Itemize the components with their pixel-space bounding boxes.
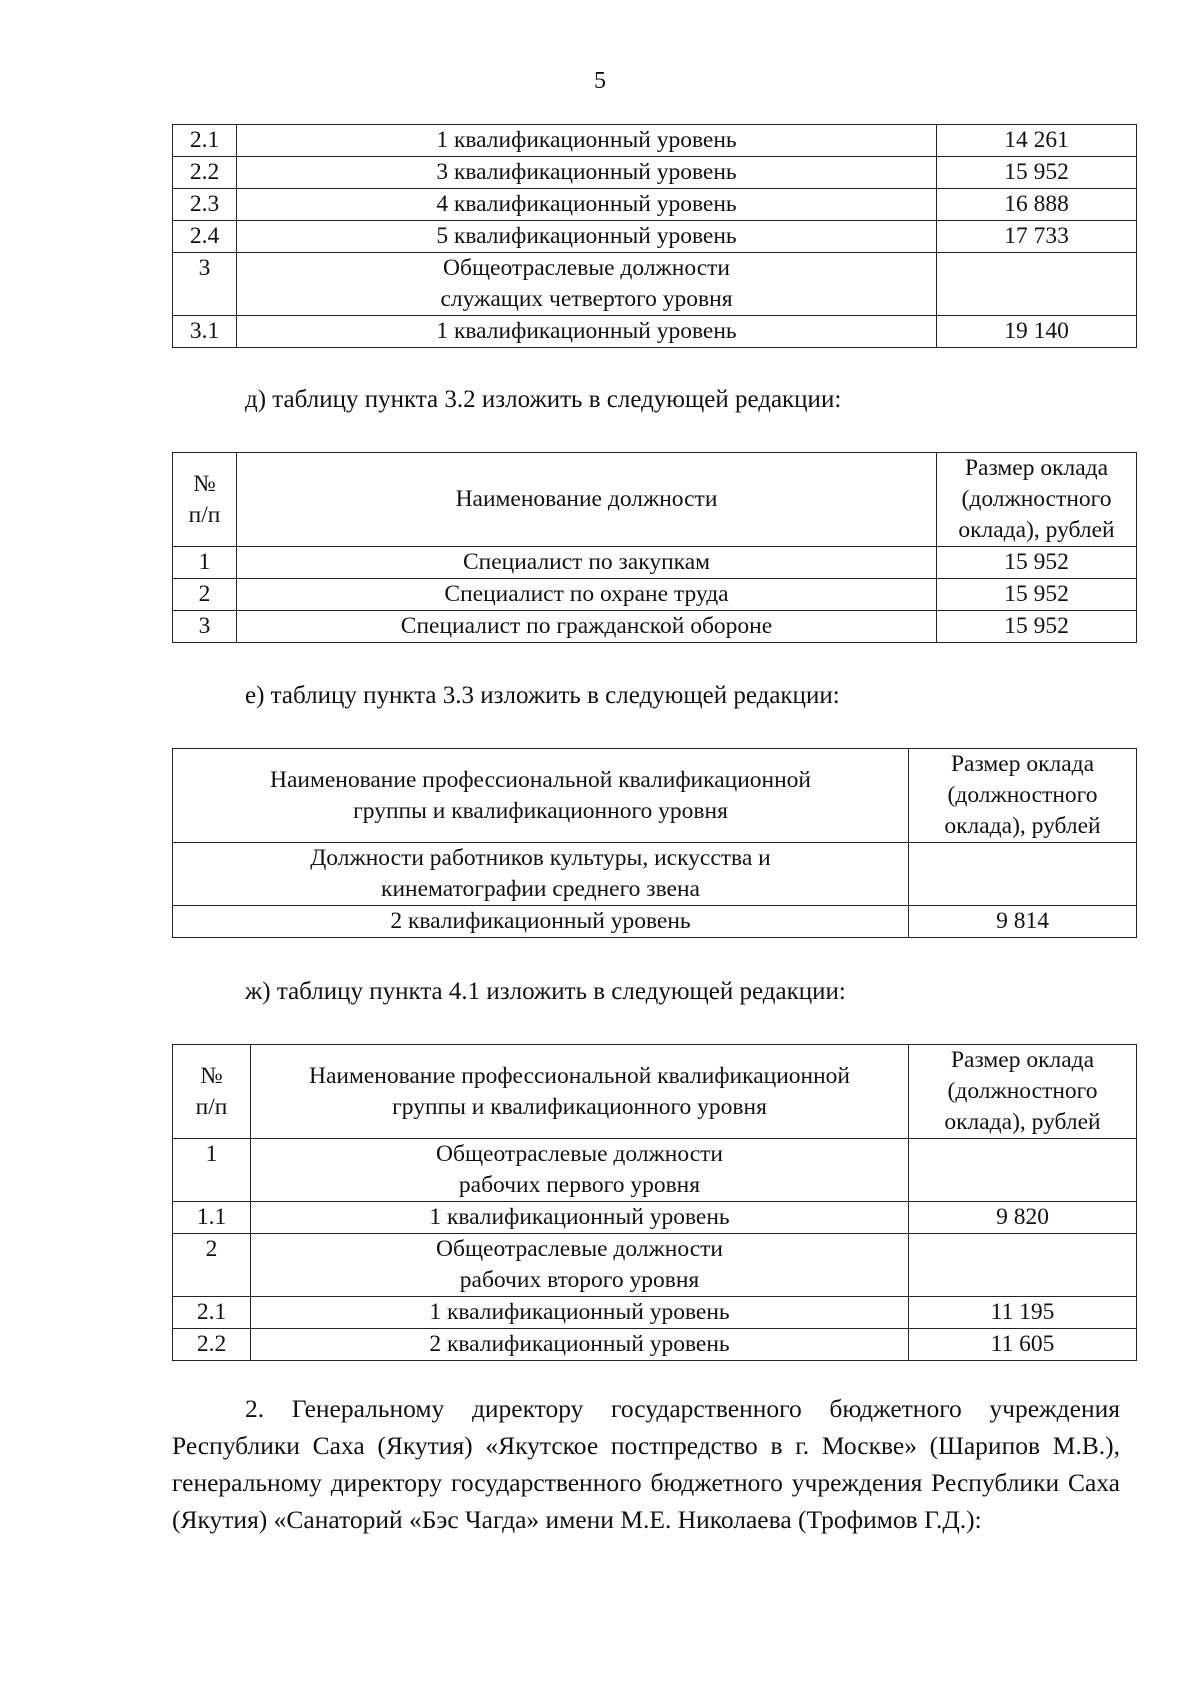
table-row [173,906,1137,938]
cell-salary: 11 195 [909,1297,1137,1329]
header-salary [937,453,1137,547]
table-row [173,1139,1137,1202]
cell-num: 1.1 [173,1202,251,1234]
cell-salary: 15 952 [937,547,1137,579]
table-row [173,253,1137,316]
header-name-line: Наименование профессиональной квалификационной [308,1062,851,1089]
cell-name: 4 квалификационный уровень [237,189,937,221]
cell-name [173,843,909,906]
cell-name: Специалист по гражданской обороне [237,611,937,643]
cell-salary: 16 888 [937,189,1137,221]
paragraph-zh: ж) таблицу пункта 4.1 изложить в следующей редакции: [245,978,846,1005]
cell-num: 3 [173,611,237,643]
header-name [173,749,909,843]
cell-salary [909,1139,1137,1202]
header-num-line: п/п [195,1093,228,1120]
cell-num: 2.2 [173,1329,251,1361]
cell-name-line: кинематографии среднего звена [381,876,700,902]
table-top-continuation [172,124,1137,348]
final-paragraph: 2. Генеральному директору государственного бюджетного учреждения Республики Саха (Якутия) «Якутское постпредство в г. Москве» (Шарипов М.В.), генеральному директору государственного бюджетного учреждения Республики Саха (Якутия) «Санаторий «Бэс Чагда» имени М.Е. Николаева (Трофимов Г.Д.): [172,1394,1120,1534]
cell-salary [937,253,1137,316]
cell-name-line: Должности работников культуры, искусства и [310,845,771,871]
cell-name: 5 квалификационный уровень [237,221,937,253]
header-num-line: № [200,1062,223,1089]
header-name-line: Наименование профессиональной квалификационной [269,766,812,793]
cell-num: 1 [173,1139,251,1202]
table-row [173,1329,1137,1361]
table-row [173,579,1137,611]
cell-salary: 17 733 [937,221,1137,253]
table-row [173,1234,1137,1297]
table-d [172,452,1137,643]
table-e [172,748,1137,938]
cell-name [237,253,937,316]
cell-name: 3 квалификационный уровень [237,157,937,189]
cell-name: 1 квалификационный уровень [237,125,937,157]
table-row [173,1297,1137,1329]
table-header-row [173,749,1137,843]
header-name-line: группы и квалификационного уровня [392,1093,767,1120]
cell-salary: 15 952 [937,611,1137,643]
header-num-line: п/п [188,501,221,528]
table-row [173,611,1137,643]
table-row [173,125,1137,157]
cell-num: 2 [173,1234,251,1297]
cell-num: 2.4 [173,221,237,253]
cell-name-line: Общеотраслевые должности [436,1236,723,1262]
header-salary-line: оклада), рублей [958,517,1115,543]
cell-name: 2 квалификационный уровень [251,1329,909,1361]
table-row [173,189,1137,221]
cell-name [251,1139,909,1202]
cell-salary [909,1234,1137,1297]
header-name [251,1045,909,1139]
cell-name-line: Общеотраслевые должности [443,255,730,281]
cell-num: 1 [173,547,237,579]
table-row [173,157,1137,189]
cell-name: 1 квалификационный уровень [251,1202,909,1234]
table-row [173,1202,1137,1234]
cell-salary: 9 820 [909,1202,1137,1234]
header-salary-line: (должностного [947,782,1098,808]
cell-num: 3 [173,253,237,316]
cell-num: 2.3 [173,189,237,221]
header-salary-line: (должностного [947,1078,1098,1104]
table-row [173,221,1137,253]
cell-salary: 15 952 [937,579,1137,611]
header-salary-line: Размер оклада [950,1047,1095,1073]
cell-salary [909,843,1137,906]
cell-name-line: рабочих первого уровня [458,1172,701,1198]
header-salary-line: Размер оклада [964,455,1109,481]
table-row [173,843,1137,906]
paragraph-d: д) таблицу пункта 3.2 изложить в следующей редакции: [245,386,842,413]
header-num-line: № [193,470,216,497]
cell-num: 2.1 [173,125,237,157]
header-num [173,1045,251,1139]
header-name-line: группы и квалификационного уровня [353,797,728,824]
cell-num: 3.1 [173,316,237,348]
page-number: 5 [594,68,606,94]
header-salary-line: Размер оклада [950,751,1095,777]
cell-num: 2.2 [173,157,237,189]
cell-name-line: Общеотраслевые должности [436,1141,723,1167]
header-salary-line: оклада), рублей [944,1109,1101,1135]
table-header-row [173,1045,1137,1139]
cell-salary: 15 952 [937,157,1137,189]
cell-num: 2 [173,579,237,611]
paragraph-e: е) таблицу пункта 3.3 изложить в следующей редакции: [245,682,840,709]
table-row [173,547,1137,579]
table-header-row [173,453,1137,547]
cell-name: 1 квалификационный уровень [237,316,937,348]
header-salary [909,1045,1137,1139]
cell-name: 2 квалификационный уровень [173,906,909,938]
cell-name: Специалист по охране труда [237,579,937,611]
cell-num: 2.1 [173,1297,251,1329]
header-salary [909,749,1137,843]
header-num [173,453,237,547]
table-row [173,316,1137,348]
cell-name: Специалист по закупкам [237,547,937,579]
cell-salary: 11 605 [909,1329,1137,1361]
cell-salary: 14 261 [937,125,1137,157]
header-salary-line: (должностного [961,486,1112,512]
cell-name-line: рабочих второго уровня [459,1267,700,1293]
header-name: Наименование должности [237,453,937,547]
table-zh [172,1044,1137,1361]
cell-name: 1 квалификационный уровень [251,1297,909,1329]
cell-name-line: служащих четвертого уровня [440,286,733,312]
cell-salary: 9 814 [909,906,1137,938]
cell-salary: 19 140 [937,316,1137,348]
cell-name [251,1234,909,1297]
header-salary-line: оклада), рублей [944,813,1101,839]
